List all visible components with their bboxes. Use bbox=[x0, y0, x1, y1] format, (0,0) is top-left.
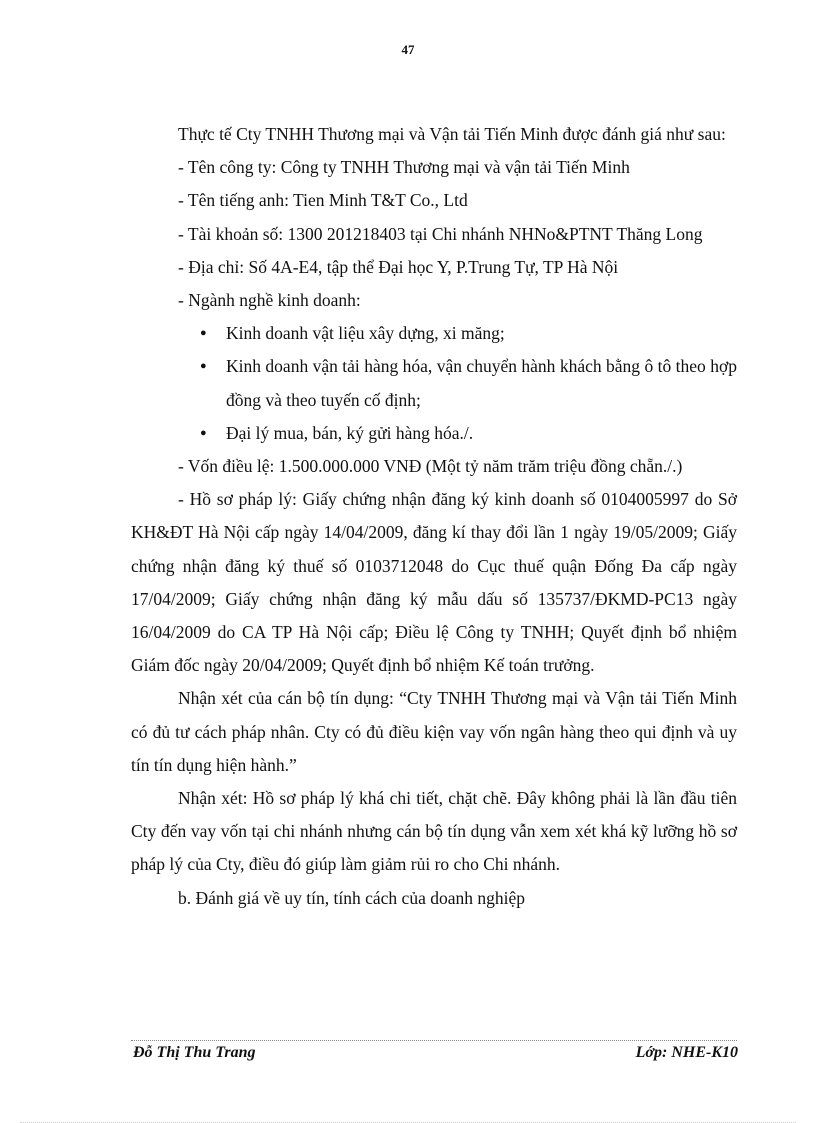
footer-divider bbox=[131, 1040, 737, 1041]
remark-paragraph: Nhận xét: Hồ sơ pháp lý khá chi tiết, chặt chẽ. Đây không phải là lần đầu tiên Cty đến vay vốn tại chi nhánh nhưng cán bộ tín dụng vẫn xem xét khá kỹ lưỡng hồ sơ pháp lý của Cty, điều đó giúp làm giảm rủi ro cho Chi nhánh. bbox=[131, 788, 737, 875]
account-line: - Tài khoản số: 1300 201218403 tại Chi nhánh NHNo&PTNT Thăng Long bbox=[178, 223, 703, 244]
capital-line: - Vốn điều lệ: 1.500.000.000 VNĐ (Một tỷ năm trăm triệu đồng chẵn./.) bbox=[178, 456, 683, 477]
footer-class: Lớp: NHE-K10 bbox=[635, 1044, 738, 1061]
list-item: ● Kinh doanh vật liệu xây dựng, xi măng; bbox=[226, 317, 737, 350]
list-item: ● Kinh doanh vận tải hàng hóa, vận chuyển hành khách bằng ô tô theo hợp đồng và theo tuyến cố định; bbox=[226, 350, 737, 416]
intro-paragraph: Thực tế Cty TNHH Thương mại và Vận tải Tiến Minh được đánh giá như sau: bbox=[178, 124, 726, 144]
company-name-line: - Tên công ty: Công ty TNHH Thương mại và vận tải Tiến Minh bbox=[178, 157, 630, 178]
english-name-line: - Tên tiếng anh: Tien Minh T&T Co., Ltd bbox=[178, 190, 468, 211]
business-heading: - Ngành nghề kinh doanh: bbox=[178, 290, 361, 311]
section-b-heading: b. Đánh giá về uy tín, tính cách của doanh nghiệp bbox=[178, 887, 525, 908]
address-line: - Địa chỉ: Số 4A-E4, tập thể Đại học Y, P.Trung Tự, TP Hà Nội bbox=[178, 256, 619, 277]
officer-comment-paragraph: Nhận xét của cán bộ tín dụng: “Cty TNHH Thương mại và Vận tải Tiến Minh có đủ tư cách pháp nhân. Cty có đủ điều kiện vay vốn ngân hàng theo qui định và uy tín tín dụng hiện hành.” bbox=[131, 688, 737, 775]
document-body bbox=[131, 118, 737, 915]
page-number: 47 bbox=[401, 42, 415, 57]
business-list bbox=[131, 317, 737, 450]
legal-docs-paragraph: - Hồ sơ pháp lý: Giấy chứng nhận đăng ký kinh doanh số 0104005997 do Sở KH&ĐT Hà Nội cấp ngày 14/04/2009, đăng kí thay đổi lần 1 ngày 19/05/2009; Giấy chứng nhận đăng ký thuế số 0103712048 do Cục thuế quận Đống Đa cấp ngày 17/04/2009; Giấy chứng nhận đăng ký mẫu dấu số 135737/ĐKMD-PC13 ngày 16/04/2009 do CA TP Hà Nội cấp; Điều lệ Công ty TNHH; Quyết định bổ nhiệm Giám đốc ngày 20/04/2009; Quyết định bổ nhiệm Kế toán trưởng. bbox=[131, 489, 737, 676]
list-item: ● Đại lý mua, bán, ký gửi hàng hóa./. bbox=[226, 417, 737, 450]
footer-author: Đỗ Thị Thu Trang bbox=[133, 1044, 256, 1061]
